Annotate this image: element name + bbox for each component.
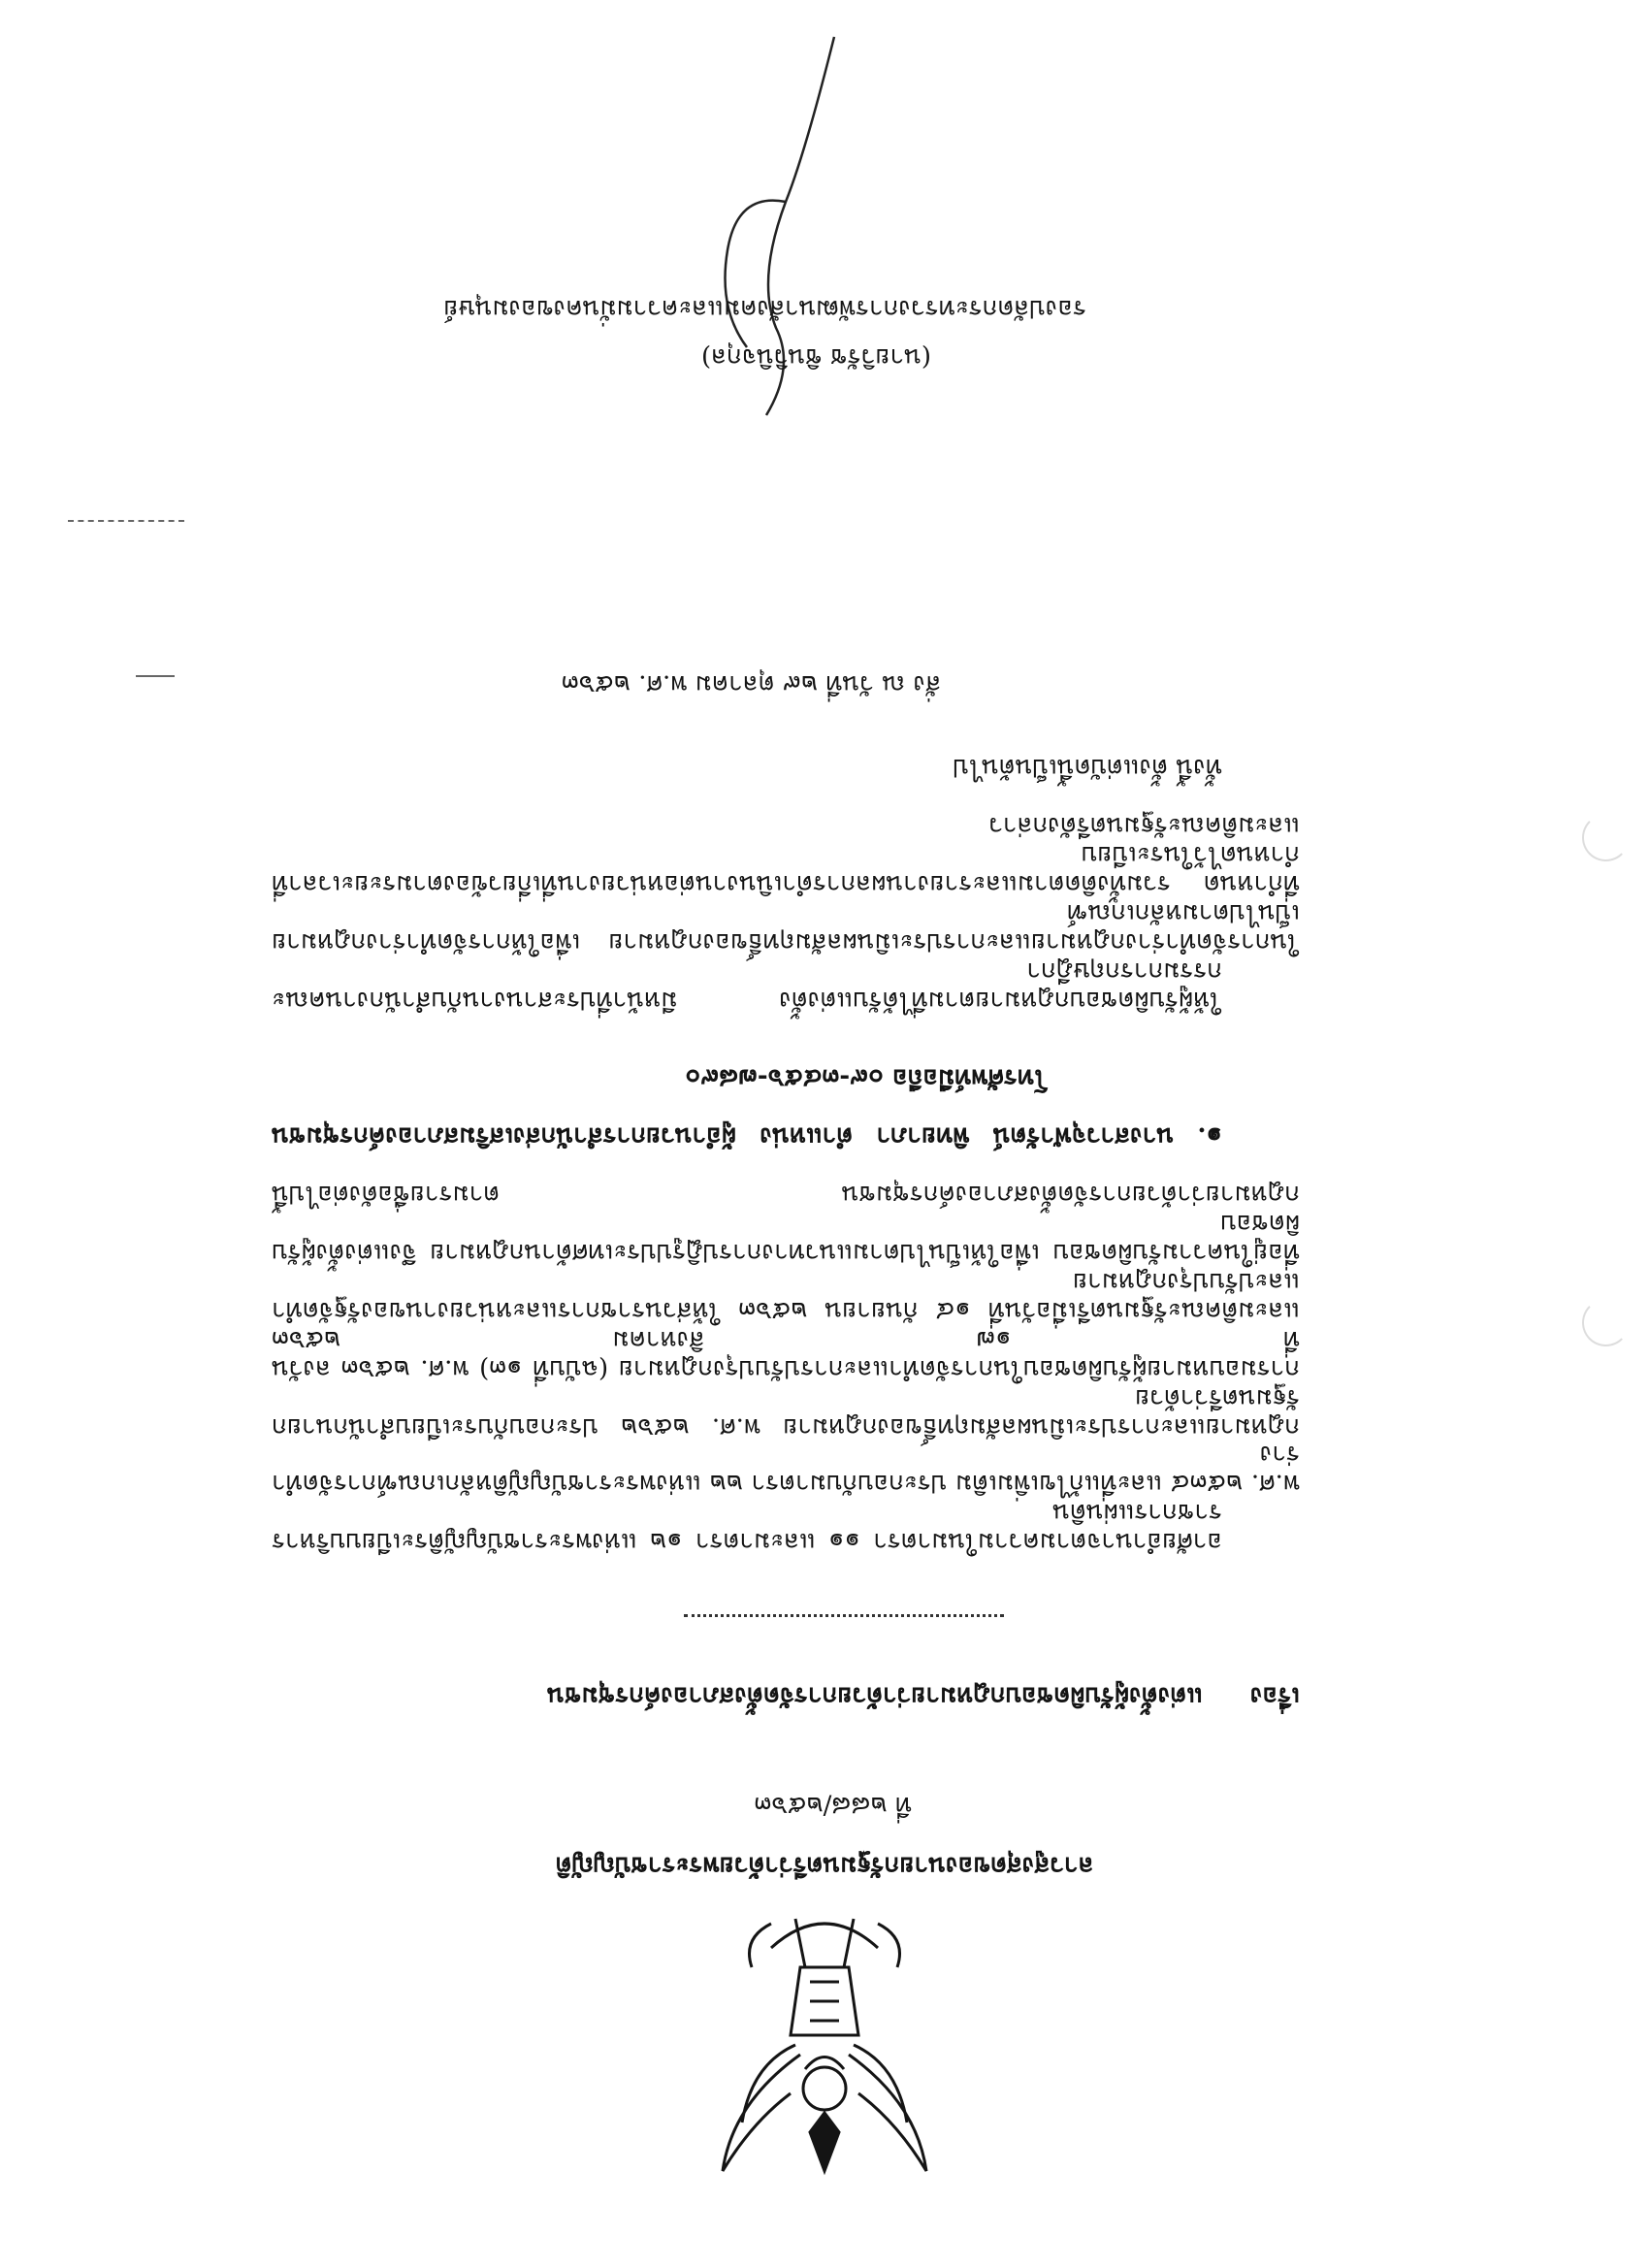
handwritten-signature	[650, 27, 892, 444]
paragraph-line: และมติคณะรัฐมนตรีเมื่อวันที่ ๑๔ กันยายน ๒๕๖๓ ให้ส่วนราชการและหน่วยงานของรัฐจัดทำและปรับปรุงกฎหมาย	[272, 1267, 1300, 1325]
stray-mark	[68, 520, 184, 522]
paragraph-line: พ.ศ. ๒๕๓๔ และที่แก้ไขเพิ่มเติม ประกอบกับมาตรา ๒๒ แห่งพระราชบัญญัติหลักเกณฑ์การจัดทำร่าง	[272, 1440, 1300, 1498]
paragraph-line: ในการจัดทำร่างกฎหมายและการประเมินผลสัมฤทธิ์ของกฎหมาย เพื่อให้การจัดทำร่างกฎหมายเป็นไปตามหลักเกณฑ์	[272, 898, 1300, 956]
subject-label: เรื่อง	[1249, 1681, 1300, 1710]
paragraph-line: ให้ผู้รับผิดชอบกฎหมายตามที่ได้รับแต่งตั้ง มีหน้าที่ประสานงานกับสำนักงานคณะกรรมการกฤษฎีกา	[272, 956, 1222, 1015]
paragraph-line: ที่อยู่ในความรับผิดชอบ เพื่อให้เป็นไปตามแนวทางการปฏิรูปประเทศด้านกฎหมาย จึงแต่งตั้งผู้รับผิดชอบ	[272, 1209, 1300, 1267]
assignee-phone: โทรศัพท์มือถือ ๐๙-๓๔๕๖-๗๘๙๐	[685, 1063, 1048, 1092]
paragraph-line: กฎหมายว่าด้วยการจัดตั้งสภาองค์กรชุมชน ตามรายชื่อดังต่อไปนี้	[272, 1180, 1300, 1209]
document-number: ที่ ๒๘๘/๒๕๖๓	[754, 1791, 912, 1820]
effective-clause: ทั้งนี้ ตั้งแต่บัดนี้เป็นต้นไป	[953, 753, 1222, 782]
paragraph-line: และมติคณะรัฐมนตรีดังกล่าว	[988, 811, 1300, 840]
garuda-emblem-icon	[713, 1909, 936, 2190]
paragraph-line: อาศัยอำนาจตามความในมาตรา ๑๑ และมาตรา ๑๒ แห่งพระราชบัญญัติระเบียบบริหารราชการแผ่นดิน	[272, 1498, 1222, 1556]
order-date: สั่ง ณ วันที่ ๒๙ ตุลาคม พ.ศ. ๒๕๖๓	[561, 669, 941, 698]
signatory-title: รองปลัดกระทรวงการพัฒนาสังคมและความมั่นคงของมนุษย์	[443, 294, 1086, 323]
stray-mark	[136, 675, 175, 677]
paragraph-line: ที่กำหนด รวมทั้งติดตามและรายงานผลการดำเนินงานต่อหน่วยงานที่เกี่ยวข้องตามระยะเวลาที่กำหนดไว้ในระเบียบ	[272, 840, 1300, 898]
subject-text: แต่งตั้งผู้รับผิดชอบกฎหมายว่าด้วยการจัดตั้งสภาองค์กรชุมชน	[547, 1681, 1203, 1710]
paragraph-line: การมอบหมายผู้รับผิดชอบในการจัดทำและการปรับปรุงกฎหมาย (ฉบับที่ ๑๓) พ.ศ. ๒๕๖๓ ลงวันที่ ๑๗ สิงหาคม ๒๕๖๓	[272, 1325, 1300, 1383]
assignee-line: ๑. นางสาวจุฬารัตน์ พิทยาภา ตำแหน่ง ผู้อำนวยการสำนักส่งเสริมสภาองค์กรชุมชน	[272, 1121, 1222, 1150]
paragraph-line: กฎหมายและการประเมินผลสัมฤทธิ์ของกฎหมาย พ.ศ. ๒๕๖๒ ประกอบกับระเบียบสำนักนายกรัฐมนตรีว่าด้วย	[272, 1383, 1300, 1442]
separator-dots	[684, 1614, 1004, 1617]
punch-hole-mark	[1582, 1299, 1630, 1346]
issuing-authority: ลาวสูงสุดของนายกรัฐมนตรีว่าด้วยพระราชบัญญัติ	[555, 1851, 1094, 1880]
signatory-name: (นายวิรัช ชินวินิจกุล)	[700, 342, 931, 372]
punch-hole-mark	[1582, 814, 1630, 861]
